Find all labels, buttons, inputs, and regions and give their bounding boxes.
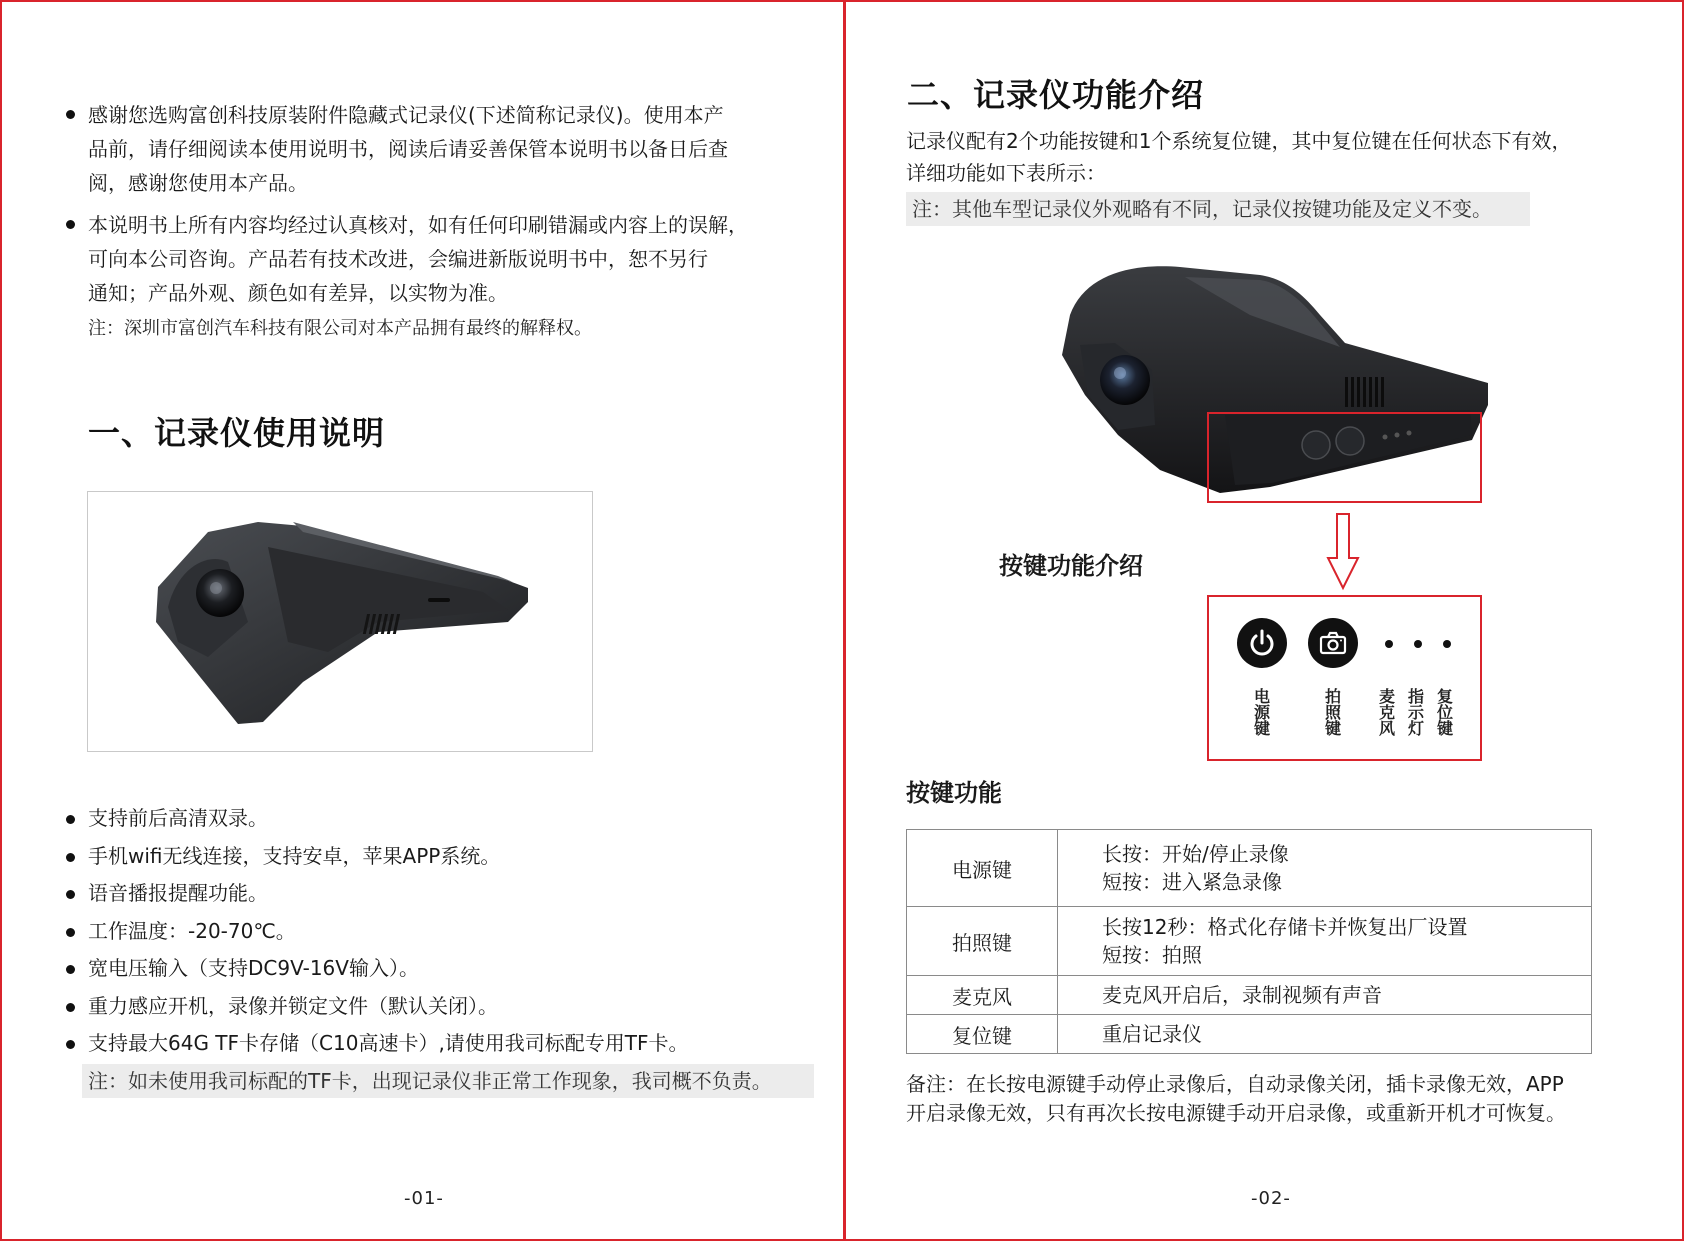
button-detail-box — [1207, 595, 1482, 761]
table-desc-line: 短按：进入紧急录像 — [1102, 870, 1282, 894]
tf-card-note: 注：如未使用我司标配的TF卡，出现记录仪非正常工作现象，我司概不负责。 — [82, 1064, 814, 1098]
photo-key-label: 拍照键 — [1324, 687, 1341, 738]
feature-text: 宽电压输入（支持DC9V-16V输入）。 — [88, 956, 419, 980]
remark-note — [906, 1070, 1596, 1128]
button-highlight-box — [1207, 412, 1482, 503]
table-desc-cell — [1058, 830, 1592, 907]
table-row — [907, 907, 1592, 976]
table-desc-line: 重启记录仪 — [1102, 1022, 1202, 1046]
table-desc-line: 长按12秒：格式化存储卡并恢复出厂设置 — [1102, 915, 1468, 939]
page-number: -02- — [1251, 1188, 1291, 1209]
bullet-dot — [66, 890, 75, 899]
photo-button-illustration — [1308, 618, 1358, 668]
reset-key-label: 复位键 — [1436, 687, 1453, 738]
bullet-dot — [66, 965, 75, 974]
power-button-illustration — [1237, 618, 1287, 668]
camera-icon — [1317, 627, 1349, 659]
table-desc-line: 麦克风开启后，录制视频有声音 — [1102, 983, 1382, 1007]
table-desc-cell — [1058, 976, 1592, 1015]
mic-label: 麦克风 — [1378, 687, 1395, 738]
table-key-cell: 电源键 — [907, 830, 1058, 907]
bullet-dot — [66, 220, 75, 229]
power-key-label: 电源键 — [1253, 687, 1270, 738]
table-row — [907, 1015, 1592, 1054]
power-icon — [1246, 627, 1278, 659]
feature-item — [66, 800, 806, 838]
feature-item — [66, 950, 806, 988]
table-key-cell: 复位键 — [907, 1015, 1058, 1054]
bullet-dot — [66, 1040, 75, 1049]
bullet-dot — [66, 1003, 75, 1012]
table-desc-cell — [1058, 907, 1592, 976]
feature-text: 语音播报提醒功能。 — [88, 881, 268, 905]
button-intro-label: 按键功能介绍 — [999, 552, 1143, 580]
table-key-cell: 麦克风 — [907, 976, 1058, 1015]
table-row — [907, 830, 1592, 907]
indicator-light-dot — [1414, 640, 1422, 648]
bullet-dot — [66, 815, 75, 824]
feature-text: 手机wifi无线连接，支持安卓，苹果APP系统。 — [88, 843, 501, 868]
down-arrow-icon — [1326, 512, 1360, 592]
intro-bullet-1-line-2: 品前，请仔细阅读本使用说明书，阅读后请妥善保管本说明书以备日后查 — [88, 137, 728, 161]
button-functions-table — [906, 829, 1592, 1054]
page-number: -01- — [404, 1188, 444, 1209]
feature-item — [66, 1025, 806, 1063]
copyright-note: 注：深圳市富创汽车科技有限公司对本产品拥有最终的解释权。 — [88, 318, 592, 339]
table-key-cell: 拍照键 — [907, 907, 1058, 976]
intro-bullet-list — [66, 98, 766, 318]
models-note: 注：其他车型记录仪外观略有不同，记录仪按键功能及定义不变。 — [906, 192, 1530, 226]
intro-bullet-1 — [66, 98, 766, 200]
description-line-1: 记录仪配有2个功能按键和1个系统复位键，其中复位键在任何状态下有效， — [906, 129, 1572, 153]
reset-hole-dot — [1443, 640, 1451, 648]
table-desc-cell — [1058, 1015, 1592, 1054]
feature-text: 支持前后高清双录。 — [88, 806, 268, 830]
section-title-functions: 二、记录仪功能介绍 — [907, 76, 1205, 114]
feature-text: 重力感应开机，录像并锁定文件（默认关闭）。 — [88, 993, 498, 1018]
feature-item — [66, 988, 806, 1026]
description-line-2: 详细功能如下表所示： — [906, 161, 1106, 185]
intro-bullet-1-line-1: 感谢您选购富创科技原装附件隐藏式记录仪(下述简称记录仪)。使用本产 — [88, 103, 724, 127]
table-title: 按键功能 — [906, 779, 1002, 807]
feature-item — [66, 913, 806, 951]
bullet-dot — [66, 853, 75, 862]
mic-hole-dot — [1385, 640, 1393, 648]
remark-line-1: 备注：在长按电源键手动停止录像后，自动录像关闭，插卡录像无效，APP — [906, 1072, 1564, 1096]
indicator-light-label: 指示灯 — [1407, 687, 1424, 738]
dashcam-illustration — [88, 492, 592, 751]
spread-divider — [843, 0, 845, 1241]
table-desc-line: 短按：拍照 — [1102, 943, 1202, 967]
table-row — [907, 976, 1592, 1015]
remark-line-2: 开启录像无效，只有再次长按电源键手动开启录像，或重新开机才可恢复。 — [906, 1101, 1566, 1125]
feature-list — [66, 800, 806, 1063]
section-title-usage: 一、记录仪使用说明 — [88, 414, 386, 452]
intro-bullet-2-line-2: 可向本公司咨询。产品若有技术改进，会编进新版说明书中，恕不另行 — [88, 247, 708, 271]
feature-text: 工作温度：-20-70℃。 — [88, 918, 296, 943]
bullet-dot — [66, 928, 75, 937]
table-desc-line: 长按：开始/停止录像 — [1102, 842, 1289, 866]
intro-bullet-1-line-3: 阅，感谢您使用本产品。 — [88, 171, 308, 195]
product-photo — [87, 491, 593, 752]
feature-item — [66, 838, 806, 876]
intro-bullet-2-line-1: 本说明书上所有内容均经过认真核对，如有任何印刷错漏或内容上的误解， — [88, 213, 748, 237]
feature-item — [66, 875, 806, 913]
intro-bullet-2-line-3: 通知；产品外观、颜色如有差异，以实物为准。 — [88, 281, 508, 305]
intro-bullet-2 — [66, 208, 766, 310]
bullet-dot — [66, 110, 75, 119]
feature-text: 支持最大64G TF卡存储（C10高速卡）,请使用我司标配专用TF卡。 — [88, 1031, 689, 1055]
